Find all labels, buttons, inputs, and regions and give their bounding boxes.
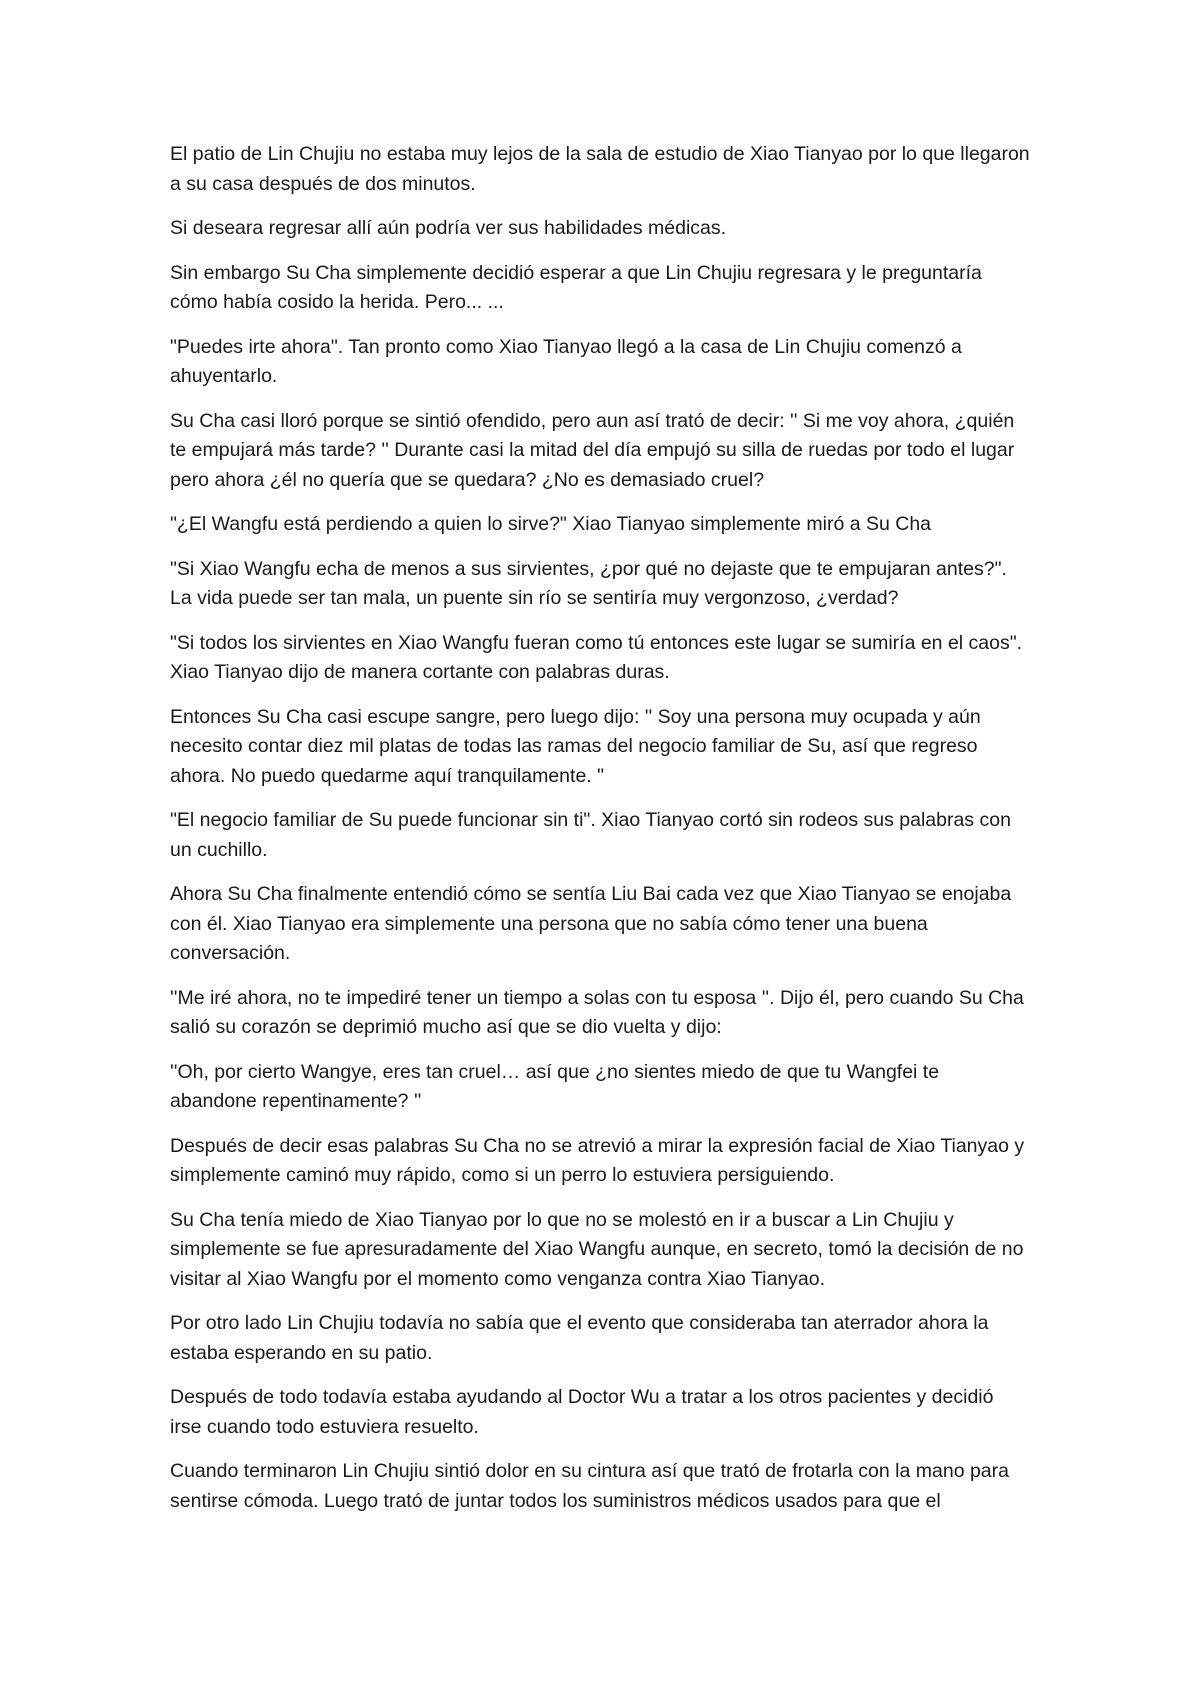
document-page: [170, 140, 1030, 1531]
paragraph: "Si Xiao Wangfu echa de menos a sus sirvientes, ¿por qué no dejaste que te empujaran antes?". La vida puede ser tan mala, un puente sin río se sentiría muy vergonzoso, ¿verdad?: [170, 557, 1007, 609]
paragraph: Su Cha casi lloró porque se sintió ofendido, pero aun así trató de decir: '' Si me voy ahora, ¿quién te empujará más tarde? '' Durante casi la mitad del día empujó su silla de ruedas por todo el lugar pero ahora ¿él no quería que se quedara? ¿No es demasiado cruel?: [170, 409, 1015, 491]
paragraph: ''Oh, por cierto Wangye, eres tan cruel… así que ¿no sientes miedo de que tu Wangfei te abandone repentinamente? '': [170, 1060, 940, 1112]
paragraph: "Puedes irte ahora". Tan pronto como Xiao Tianyao llegó a la casa de Lin Chujiu comenzó a ahuyentarlo.: [170, 335, 962, 387]
paragraph: Sin embargo Su Cha simplemente decidió esperar a que Lin Chujiu regresara y le preguntaría cómo había cosido la herida. Pero... ...: [170, 261, 982, 313]
paragraph: Después de todo todavía estaba ayudando al Doctor Wu a tratar a los otros pacientes y decidió irse cuando todo estuviera resuelto.: [170, 1386, 994, 1438]
paragraph: Después de decir esas palabras Su Cha no se atrevió a mirar la expresión facial de Xiao Tianyao y simplemente caminó muy rápido, como si un perro lo estuviera persiguiendo.: [170, 1134, 1025, 1186]
paragraph: Cuando terminaron Lin Chujiu sintió dolor en su cintura así que trató de frotarla con la mano para sentirse cómoda. Luego trató de juntar todos los suministros médicos usados para que el: [170, 1460, 1009, 1512]
paragraph: Su Cha tenía miedo de Xiao Tianyao por lo que no se molestó en ir a buscar a Lin Chujiu y simplemente se fue apresuradamente del Xiao Wangfu aunque, en secreto, tomó la decisión de no visitar al Xiao Wangfu por el momento como venganza contra Xiao Tianyao.: [170, 1208, 1024, 1290]
paragraph: Si deseara regresar allí aún podría ver sus habilidades médicas.: [170, 217, 727, 239]
paragraph: "¿El Wangfu está perdiendo a quien lo sirve?" Xiao Tianyao simplemente miró a Su Cha: [170, 513, 932, 535]
paragraph: "El negocio familiar de Su puede funcionar sin ti". Xiao Tianyao cortó sin rodeos sus palabras con un cuchillo.: [170, 809, 1011, 861]
paragraph: Ahora Su Cha finalmente entendió cómo se sentía Liu Bai cada vez que Xiao Tianyao se enojaba con él. Xiao Tianyao era simplemente una persona que no sabía cómo tener una buena conversación.: [170, 883, 1012, 964]
paragraph: Por otro lado Lin Chujiu todavía no sabía que el evento que consideraba tan aterrador ahora la estaba esperando en su patio.: [170, 1312, 989, 1364]
paragraph: El patio de Lin Chujiu no estaba muy lejos de la sala de estudio de Xiao Tianyao por lo que llegaron a su casa después de dos minutos.: [170, 143, 1030, 195]
paragraph: "Si todos los sirvientes en Xiao Wangfu fueran como tú entonces este lugar se sumiría en el caos". Xiao Tianyao dijo de manera cortante con palabras duras.: [170, 631, 1023, 683]
paragraph: ''Me iré ahora, no te impediré tener un tiempo a solas con tu esposa ''. Dijo él, pero cuando Su Cha salió su corazón se deprimió mucho así que se dio vuelta y dijo:: [170, 986, 1024, 1038]
paragraph: Entonces Su Cha casi escupe sangre, pero luego dijo: '' Soy una persona muy ocupada y aún necesito contar diez mil platas de todas las ramas del negocio familiar de Su, así que regreso ahora. No puedo quedarme aquí tranquilamente. ": [170, 705, 981, 787]
